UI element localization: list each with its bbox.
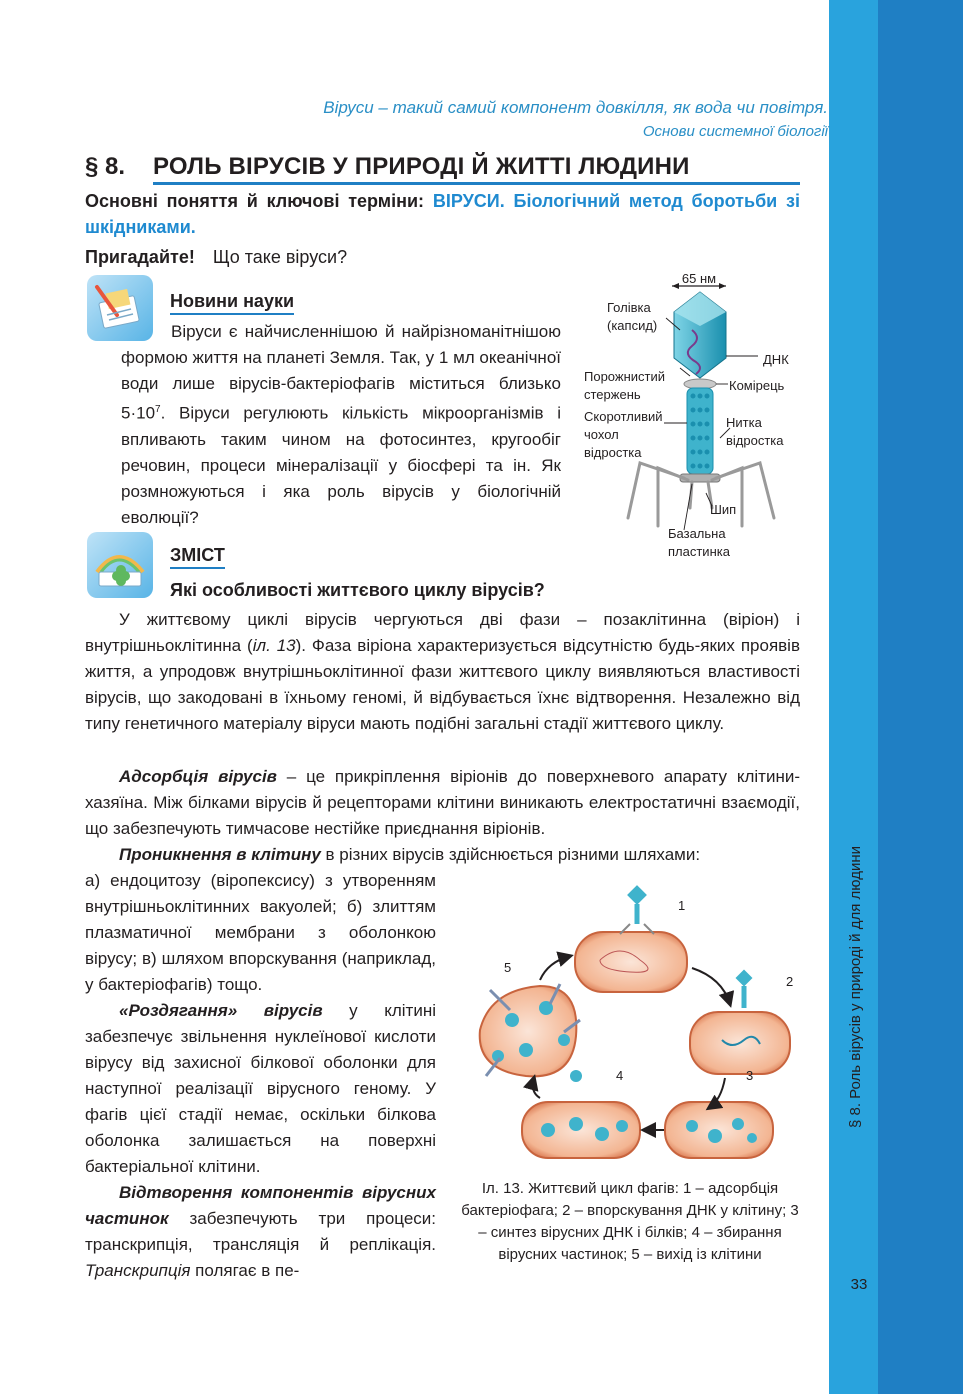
stage-number-5: 5 <box>504 960 512 975</box>
news-text-a: Віруси є найчисленнішою й найрізноманітнішою формою життя на планеті Земля. Так, у 1 мл океанічної води лише вірусів-бактеріофагів міститься близько 5·10 <box>121 322 561 423</box>
label-sheath-1: Скоротливий <box>584 409 663 424</box>
paragraph-adsorption <box>85 764 800 842</box>
news-heading: Новини науки <box>170 291 294 315</box>
stage-number-2: 2 <box>786 974 794 989</box>
content-subheading: Які особливості життєвого циклу вірусів? <box>170 580 545 600</box>
recall-label: Пригадайте! <box>85 247 195 267</box>
term-uncoating: «Роздягання» вірусів <box>119 1001 323 1020</box>
epigraph-source: Основи системної біології <box>642 123 828 140</box>
news-text-b: . Віруси регулюють кількість мікроорганізмів і впливають таким чином на фотосинтез, кругообіг речовин, процеси мінералізації у біосфері та ін. Як розмножуються і яка роль вірусів у біологічній еволюції? <box>121 403 561 527</box>
margin-band-dark <box>878 0 963 1394</box>
paragraph-reproduction <box>85 1180 436 1284</box>
label-sheath-3: відростка <box>584 445 642 460</box>
figure-reference: іл. 13 <box>252 636 296 655</box>
section-number: § 8. <box>85 153 126 180</box>
term-reproduction: Відтворення компонентів вірусних частинок <box>85 1183 436 1228</box>
paragraph-penetration <box>85 842 800 868</box>
p5-text: у клітині забезпечує звільнення нуклеїнової кислоти вірусу від захисної білкової оболонки для наступної реалізації вірусного геному. У фагів цієї стадії немає, оскільки білкова оболонка залишається на поверхні бактеріальної клітини. <box>85 1001 436 1176</box>
label-collar: Комірець <box>729 378 785 393</box>
news-paragraph <box>121 319 561 531</box>
label-fiber-1: Нитка <box>726 415 762 430</box>
label-core-1: Порожнистий <box>584 369 666 384</box>
p3-text: в різних вірусів здійснюється різними шляхами: <box>320 845 701 864</box>
cycle-stage-1-cell <box>575 885 687 992</box>
content-icon <box>87 532 153 598</box>
paragraph-life-cycle <box>85 607 800 737</box>
epigraph-quote: Віруси – такий самий компонент довкілля, як вода чи повітря. <box>323 98 828 117</box>
title-underline <box>153 182 800 185</box>
label-fiber-2: відростка <box>726 433 784 448</box>
label-plate-2: пластинка <box>668 544 730 559</box>
label-spike: Шип <box>710 502 737 517</box>
label-sheath-2: чохол <box>584 427 619 442</box>
paragraph-uncoating <box>85 998 436 1180</box>
figure-caption: Іл. 13. Життєвий цикл фагів: 1 – адсорбція бактеріофага; 2 – впорскування ДНК у клітину; 3 – синтез вірусних ДНК і білків; 4 – збирання вірусних частинок; 5 – вихід із клітини <box>461 1180 799 1263</box>
content-heading: ЗМІСТ <box>170 545 225 569</box>
term-penetration: Проникнення в клітину <box>119 845 321 864</box>
section-title: РОЛЬ ВІРУСІВ У ПРИРОДІ Й ЖИТТІ ЛЮДИНИ <box>153 153 690 180</box>
news-exponent: 7 <box>155 404 161 415</box>
phage-life-cycle-diagram <box>460 880 800 1175</box>
key-terms <box>85 188 800 240</box>
stage-number-1: 1 <box>678 898 686 913</box>
phage-size-label: 65 нм <box>681 271 717 286</box>
stage-number-4: 4 <box>616 1068 624 1083</box>
label-dna: ДНК <box>763 352 789 367</box>
recall-prompt <box>85 247 347 268</box>
label-capsid: (капсид) <box>607 318 658 333</box>
label-core-2: стержень <box>584 387 641 402</box>
term-transcription: Транскрипція <box>85 1261 191 1280</box>
p6-text-a: забезпечують три процеси: транскрипція, трансляція й реплікація. <box>85 1209 436 1254</box>
margin-band-divider <box>826 0 829 1394</box>
p1-text-a: У життєвому циклі вірусів чергуються дві фази – позаклітинна (віріон) і внутрішньоклітинна ( <box>85 610 800 655</box>
p2-text: – це прикріплення віріонів до поверхневого апарату клітини-хазяїна. Між білками вірусів й рецепторами клітини виникають електростатичні взаємодії, що забезпечують тимчасове нестійке приєднання віріонів. <box>85 767 801 838</box>
term-adsorption: Адсорбція вірусів <box>119 767 277 786</box>
key-terms-list: ВІРУСИ. Біологічний метод боротьби зі шкідниками. <box>85 191 800 237</box>
page-number: 33 <box>850 1276 868 1293</box>
p6-text-b: полягає в пе- <box>190 1261 300 1280</box>
cycle-stage-2-cell <box>690 970 790 1074</box>
bacteriophage-diagram <box>580 268 800 573</box>
label-head: Голівка <box>607 300 651 315</box>
stage-number-3: 3 <box>746 1068 754 1083</box>
running-header-vertical <box>847 1108 963 1128</box>
cycle-stage-5-cell <box>480 984 582 1082</box>
cycle-stage-3-cell <box>665 1102 773 1158</box>
label-plate-1: Базальна <box>668 526 726 541</box>
p1-text-b: ). Фаза віріона характеризується відсутністю будь-яких проявів життя, а упродовж внутрішньоклітинної фази життєвого циклу виявляються властивості вірусів, що закодовані в їхньому геномі, й відбувається їхнє відтворення. Незалежно від типу генетичного матеріалу віруси мають подібні загальні стадії життєвого циклу. <box>85 636 800 733</box>
margin-band-light <box>828 0 878 1394</box>
key-terms-label: Основні поняття й ключові терміни: <box>85 191 425 211</box>
cycle-stage-4-cell <box>522 1102 640 1158</box>
paragraph-penetration-ways: а) ендоцитозу (віропексису) з утворенням внутрішньоклітинних вакуолей; б) злиттям плазматичної мембрани з оболонкою вірусу; в) шляхом впорскування (наприклад, у бактеріофагів) тощо. <box>85 871 436 994</box>
recall-question: Що таке віруси? <box>212 247 348 267</box>
